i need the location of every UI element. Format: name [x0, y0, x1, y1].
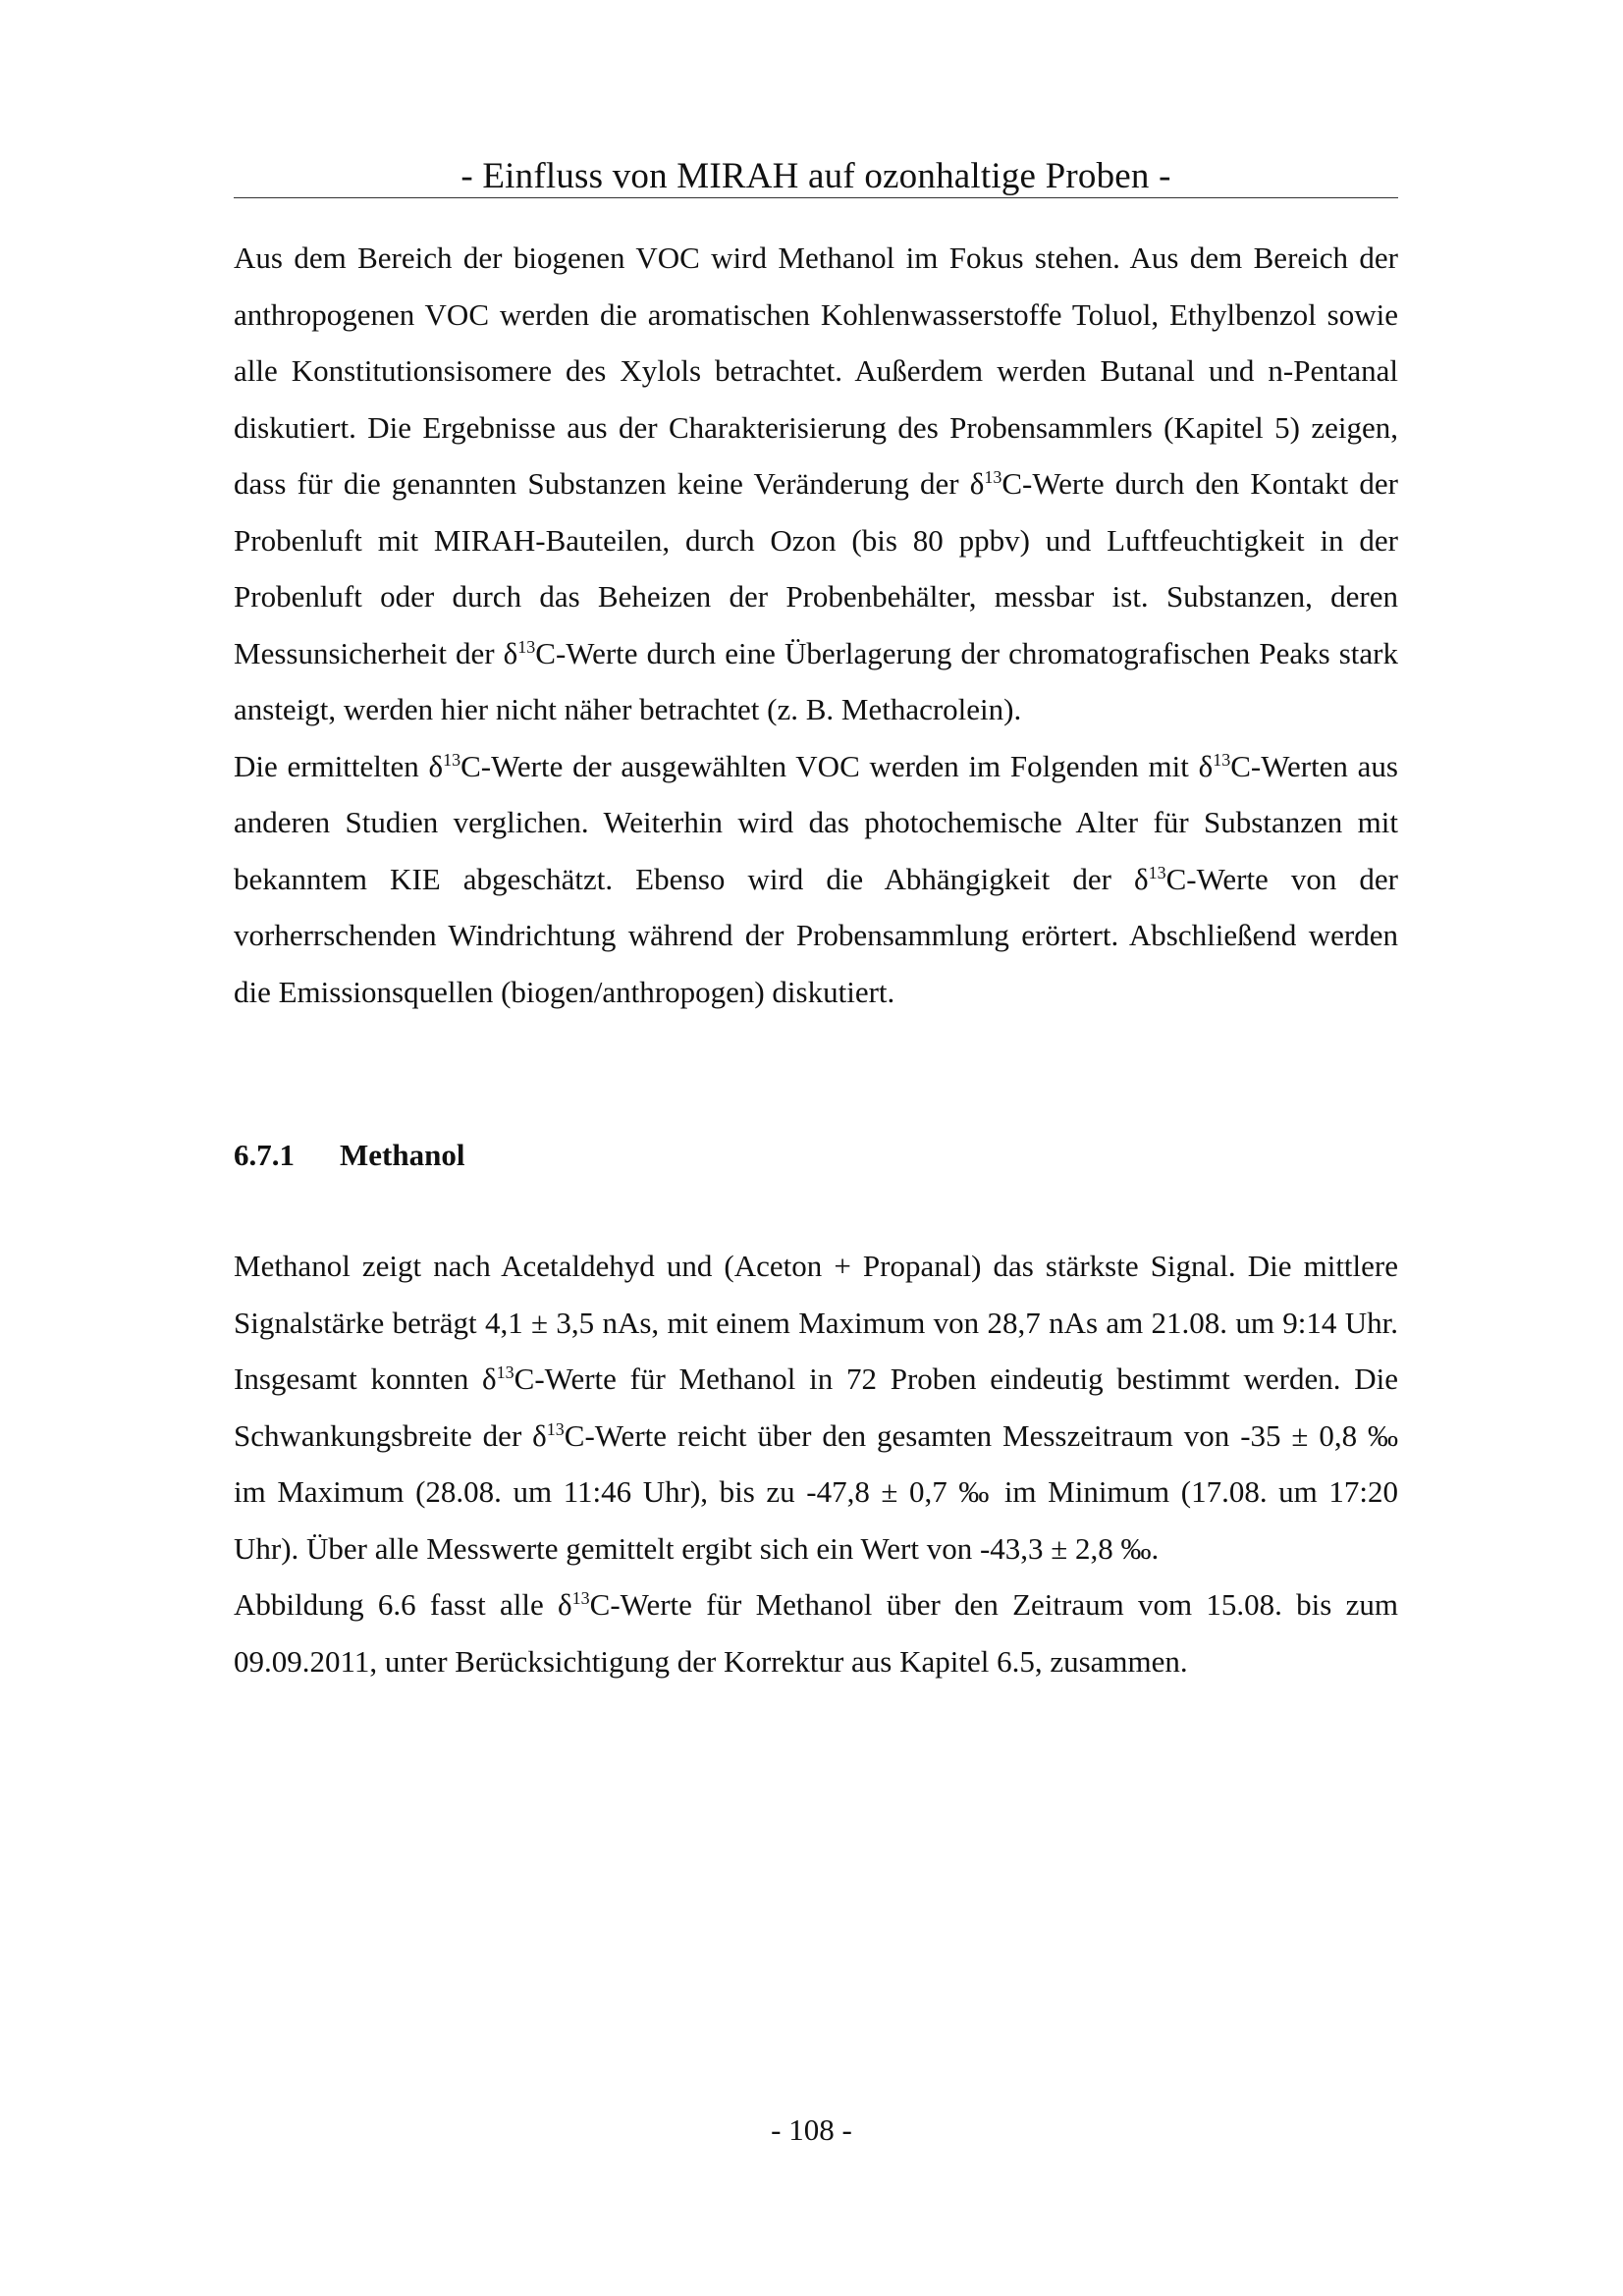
paragraph-3: Methanol zeigt nach Acetaldehyd und (Aceton + Propanal) das stärkste Signal. Die mittlere Signalstärke beträgt 4,1 ± 3,5 nAs, mit einem Maximum von 28,7 nAs am 21.08. um 9:14 Uhr. Insgesamt konnten $\delta^{13}C$-Werte für Methanol in 72 Proben eindeutig bestimmt werden. Die Schwankungsbreite der $\delta^{13}C$-Werte reicht über den gesamten Messzeitraum von -35 ± 0,8 ‰ im Maximum (28.08. um 11:46 Uhr), bis zu -47,8 ± 0,7 ‰ im Minimum (17.08. um 17:20 Uhr). Über alle Messwerte gemittelt ergibt sich ein Wert von -43,3 ± 2,8 ‰. — [234, 1249, 1399, 1566]
section-title: Methanol — [340, 1138, 465, 1172]
running-header: - Einfluss von MIRAH auf ozonhaltige Proben - — [460, 156, 1171, 196]
paragraph-2: Die ermittelten $\delta^{13}C$-Werte der ausgewählten VOC werden im Folgenden mit $\delta^{13}C$-Werten aus anderen Studien verglichen. Weiterhin wird das photochemische Alter für Substanzen mit bekanntem KIE abgeschätzt. Ebenso wird die Abhängigkeit der $\delta^{13}C$-Werte von der vorherrschenden Windrichtung während der Probensammlung erörtert. Abschließend werden die Emissionsquellen (biogen/anthropogen) diskutiert. — [234, 748, 1398, 1009]
page-number: - 108 - — [771, 2112, 852, 2147]
body-text — [234, 230, 1398, 1689]
paragraph-1: Aus dem Bereich der biogenen VOC wird Methanol im Fokus stehen. Aus dem Bereich der anthropogenen VOC werden die aromatischen Kohlenwasserstoffe Toluol, Ethylbenzol sowie alle Konstitutionsisomere des Xylols betrachtet. Außerdem werden Butanal und n-Pentanal diskutiert. Die Ergebnisse aus der Charakterisierung des Probensammlers (Kapitel 5) zeigen, dass für die genannten Substanzen keine Veränderung der $\delta^{13}C$-Werte durch den Kontakt der Probenluft mit MIRAH-Bauteilen, durch Ozon (bis 80 ppbv) und Luftfeuchtigkeit in der Probenluft oder durch das Beheizen der Probenbehälter, messbar ist. Substanzen, deren Messunsicherheit der $\delta^{13}C$-Werte durch eine Überlagerung der chromatografischen Peaks stark ansteigt, werden hier nicht näher betrachtet (z. B. Methacrolein). — [234, 240, 1398, 726]
section-heading — [234, 1136, 1398, 1175]
header-divider — [234, 197, 1398, 198]
section-number: 6.7.1 — [234, 1138, 295, 1172]
paragraph-4: Abbildung 6.6 fasst alle $\delta^{13}C$-Werte für Methanol über den Zeitraum vom 15.08. bis zum 09.09.2011, unter Berücksichtigung der Korrektur aus Kapitel 6.5, zusammen. — [234, 1587, 1398, 1679]
